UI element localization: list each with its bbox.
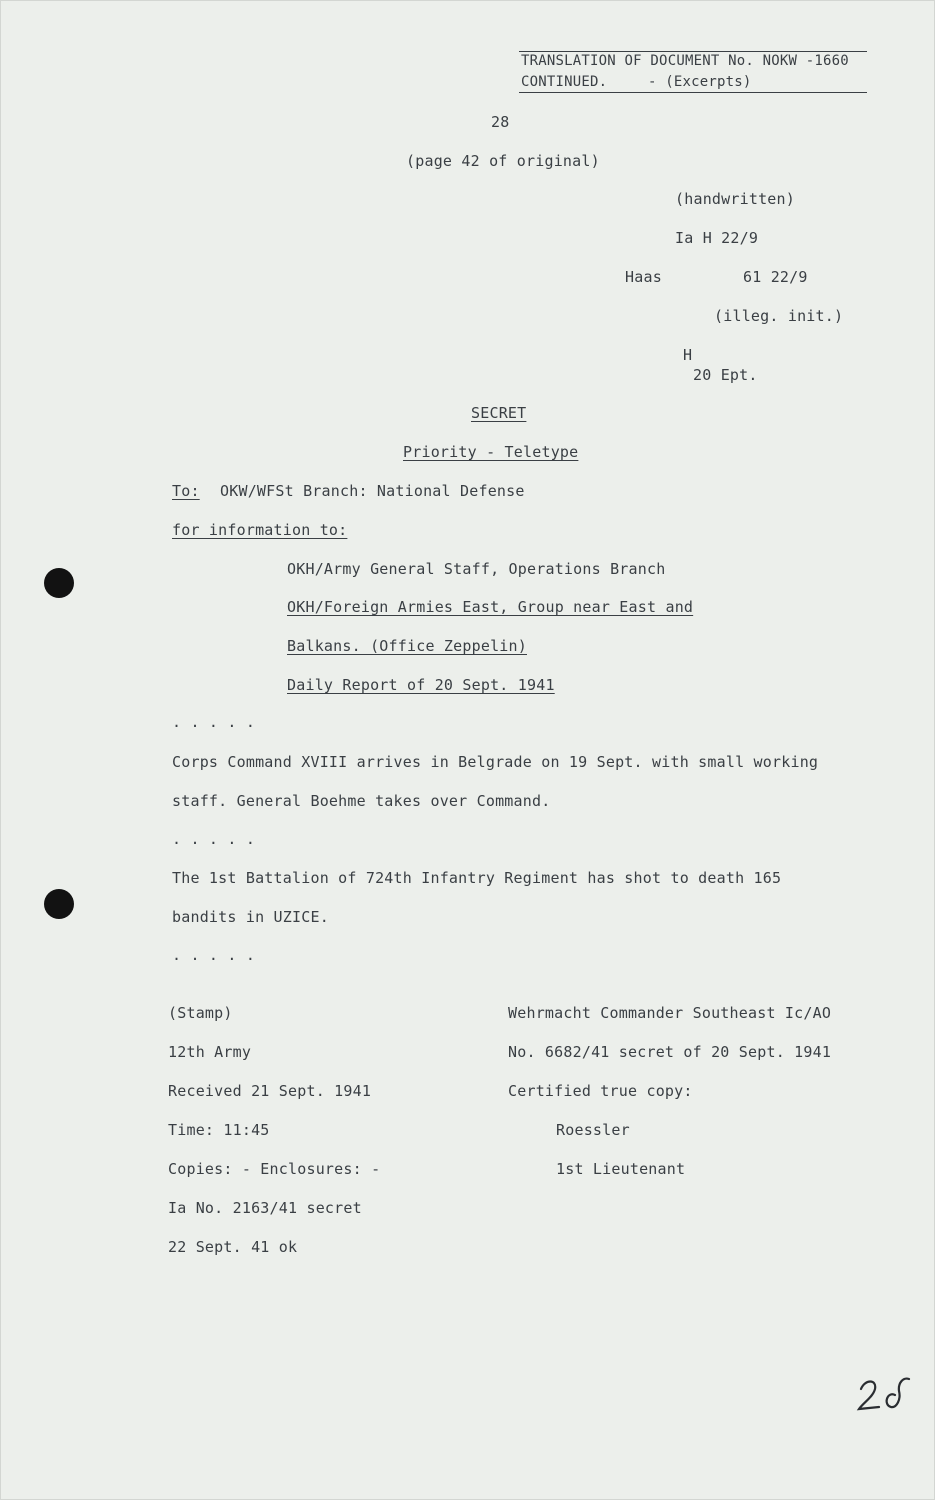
paragraph-2-line-1: The 1st Battalion of 724th Infantry Regiment has shot to death 165 xyxy=(172,869,782,887)
classification: SECRET xyxy=(471,404,527,422)
paragraph-1-line-1: Corps Command XVIII arrives in Belgrade on 19 Sept. with small working xyxy=(172,753,819,771)
cert-line-3: Certified true copy: xyxy=(508,1082,693,1100)
to-label: To: xyxy=(172,482,200,500)
stamp-line-1: (Stamp) xyxy=(168,1004,233,1022)
handwritten-ref-1: Ia H 22/9 xyxy=(675,229,759,247)
recipient-1: OKH/Army General Staff, Operations Branch xyxy=(287,560,666,578)
handwritten-initials: (illeg. init.) xyxy=(714,307,844,325)
ellipsis-3: . . . . . xyxy=(172,946,256,964)
header-continued: CONTINUED. xyxy=(521,74,608,90)
page-of-original: (page 42 of original) xyxy=(406,152,600,170)
page-number: 28 xyxy=(491,113,510,131)
punch-hole-bottom xyxy=(44,889,74,919)
handwritten-name: Haas xyxy=(625,268,662,286)
cert-line-5: 1st Lieutenant xyxy=(556,1160,686,1178)
info-label: for information to: xyxy=(172,521,348,539)
header-top-rule xyxy=(519,51,867,52)
ellipsis-2: . . . . . xyxy=(172,830,256,848)
header-title: TRANSLATION OF DOCUMENT No. NOKW -1660 xyxy=(521,53,849,69)
stamp-line-7: 22 Sept. 41 ok xyxy=(168,1238,298,1256)
priority: Priority - Teletype xyxy=(403,443,579,461)
handwritten-label: (handwritten) xyxy=(675,190,795,208)
daily-report-line: Daily Report of 20 Sept. 1941 xyxy=(287,676,555,694)
stamp-line-3: Received 21 Sept. 1941 xyxy=(168,1082,372,1100)
stamp-line-4: Time: 11:45 xyxy=(168,1121,270,1139)
recipient-2: OKH/Foreign Armies East, Group near East and xyxy=(287,598,694,616)
cert-line-1: Wehrmacht Commander Southeast Ic/AO xyxy=(508,1004,832,1022)
handwritten-page-mark xyxy=(855,1373,917,1415)
handwritten-ref-2: 61 22/9 xyxy=(743,268,808,286)
cert-line-2: No. 6682/41 secret of 20 Sept. 1941 xyxy=(508,1043,832,1061)
stamp-line-2: 12th Army xyxy=(168,1043,252,1061)
punch-hole-top xyxy=(44,568,74,598)
handwritten-h: H xyxy=(683,346,693,364)
recipient-3: Balkans. (Office Zeppelin) xyxy=(287,637,527,655)
to-value: OKW/WFSt Branch: National Defense xyxy=(220,482,525,500)
header-bottom-rule xyxy=(519,92,867,93)
paragraph-1-line-2: staff. General Boehme takes over Command. xyxy=(172,792,551,810)
header-excerpts: - (Excerpts) xyxy=(648,74,752,90)
cert-line-4: Roessler xyxy=(556,1121,630,1139)
stamp-line-5: Copies: - Enclosures: - xyxy=(168,1160,381,1178)
paragraph-2-line-2: bandits in UZICE. xyxy=(172,908,329,926)
ellipsis-1: . . . . . xyxy=(172,713,256,731)
handwritten-date: 20 Ept. xyxy=(693,366,758,384)
stamp-line-6: Ia No. 2163/41 secret xyxy=(168,1199,362,1217)
